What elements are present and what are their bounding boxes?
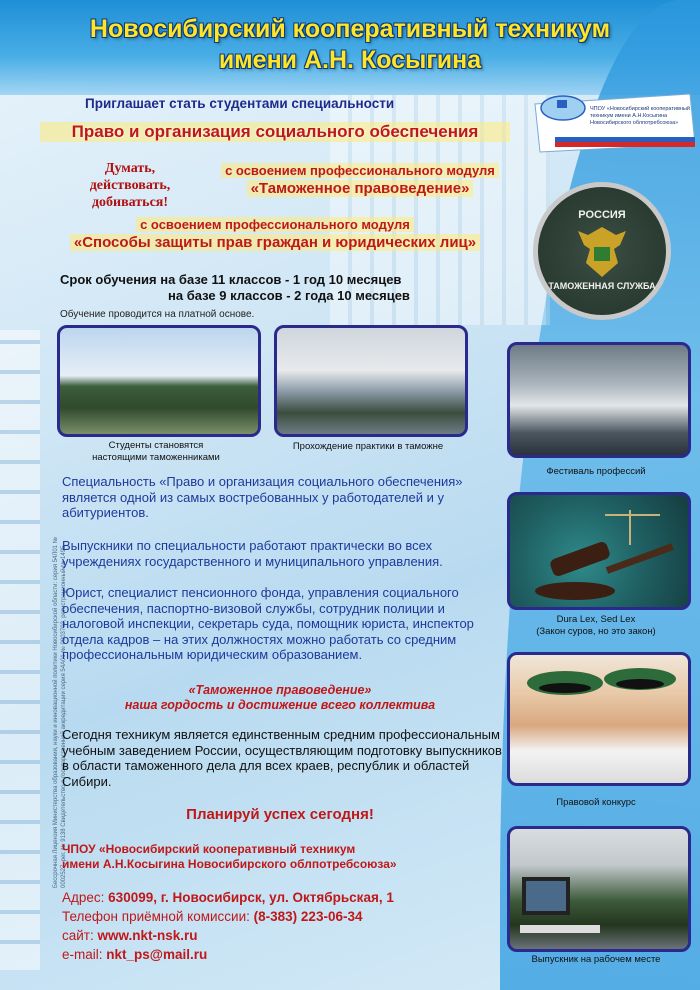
caption-practice: Прохождение практики в таможне (292, 441, 444, 452)
module1-name: «Таможенное правоведение» (210, 180, 510, 197)
emblem-top-text: РОССИЯ (578, 209, 626, 221)
slogan: Планируй успех сегодня! (186, 806, 374, 823)
photo-graduate (507, 826, 691, 952)
paragraph-2: Выпускники по специальности работают практически во всех учреждениях государственного и муниципального управления. (62, 538, 443, 569)
email (62, 947, 207, 962)
today-text: Сегодня техникум является единственным средним профессиональным учебным заведением России, осуществляющим подготовку выпускников в области таможенного дела для всех краев, республик и областей Сибири. (62, 727, 502, 789)
gavel-icon (510, 495, 688, 607)
caption-festival: Фестиваль профессий (546, 466, 646, 477)
motto-line: действовать, (89, 178, 171, 193)
term-line-2: на базе 9 классов - 2 года 10 месяцев (168, 288, 410, 303)
motto-line: Думать, (104, 161, 156, 176)
building-background-left (0, 330, 40, 970)
site-label: сайт: (62, 928, 94, 943)
pride-line-2: наша гордость и достижение всего коллектива (124, 698, 436, 712)
phone (62, 909, 362, 924)
page-title (0, 14, 700, 76)
eagle-icon (538, 187, 666, 315)
site-link[interactable]: www.nkt-nsk.ru (97, 928, 198, 943)
emblem-bottom-text: ТАМОЖЕННАЯ СЛУЖБА (548, 281, 656, 291)
org-name-line-1: ЧПОУ «Новосибирский кооперативный техникум (62, 842, 356, 856)
address (62, 890, 394, 905)
title-line-2: имени А.Н. Косыгина (218, 46, 482, 74)
license-text: Бессрочная Лицензия Министерства образования, науки и инновационной политики Новосибирской области: серия 54Л01 № 0002527, рег. № 9138 Свидетельство о государственной аккредитации серия 54А01 № 0003702, регистрационный № 1495 (53, 536, 67, 888)
caption-graduate: Выпускник на рабочем месте (531, 954, 661, 965)
pride-line-1: «Таможенное правоведение» (188, 683, 372, 697)
caption-dura-lex: Dura Lex, Sed Lex (Закон суров, но это закон) (536, 614, 656, 637)
photo-contest (507, 652, 691, 786)
org-name (62, 842, 502, 872)
address-label: Адрес: (62, 890, 105, 905)
caption-contest: Правовой конкурс (556, 797, 636, 808)
photo-dura-lex (507, 492, 691, 610)
photo-festival (507, 342, 691, 458)
motto (60, 160, 200, 211)
title-line-1: Новосибирский кооперативный техникум (89, 15, 611, 43)
caption-customs-students: Студенты становятся настоящими таможенниками (92, 440, 220, 463)
phone-value: (8-383) 223-06-34 (253, 909, 363, 924)
phone-label: Телефон приёмной комиссии: (62, 909, 250, 924)
paragraph-3: Юрист, специалист пенсионного фонда, управления социального обеспечения, паспортно-визовой службы, сотрудник полиции и налоговой инспекции, секретарь суда, помощник юриста, инспектор отдела кадров – на этих должностях можно работать со средним профессиональным юридическим образованием. (62, 585, 474, 662)
email-link[interactable]: nkt_ps@mail.ru (106, 947, 208, 962)
logo-caption: ЧПОУ «Новосибирский кооперативный техникум имени А.Н.Косыгина Новосибирского облпотребсоюза» (590, 106, 690, 126)
customs-emblem (533, 182, 671, 320)
website (62, 928, 198, 943)
module2-name: «Способы защиты прав граждан и юридических лиц» (40, 234, 510, 251)
term-line-1: Срок обучения на базе 11 классов - 1 год 10 месяцев (60, 272, 402, 287)
motto-line: добиваться! (91, 195, 169, 210)
email-label: e-mail: (62, 947, 103, 962)
computer-monitor-icon (510, 829, 688, 949)
address-value: 630099, г. Новосибирск, ул. Октябрьская, 1 (108, 890, 394, 905)
paragraph-1: Специальность «Право и организация социального обеспечения» является одной из самых востребованных у работодателей и у абитуриентов. (62, 474, 463, 520)
customs-cap-icon (510, 655, 688, 783)
invite-text: Приглашает стать студентами специальности (85, 96, 395, 111)
pride-text (60, 683, 500, 713)
photo-practice (274, 325, 468, 437)
specialty-title: Право и организация социального обеспечения (40, 122, 510, 142)
photo-customs-students (57, 325, 261, 437)
org-name-line-2: имени А.Н.Косыгина Новосибирского облпотребсоюза» (62, 857, 397, 871)
module1-prefix: с освоением профессионального модуля (210, 163, 510, 178)
paid-note: Обучение проводится на платной основе. (60, 309, 255, 320)
module2-prefix: с освоением профессионального модуля (40, 217, 510, 232)
